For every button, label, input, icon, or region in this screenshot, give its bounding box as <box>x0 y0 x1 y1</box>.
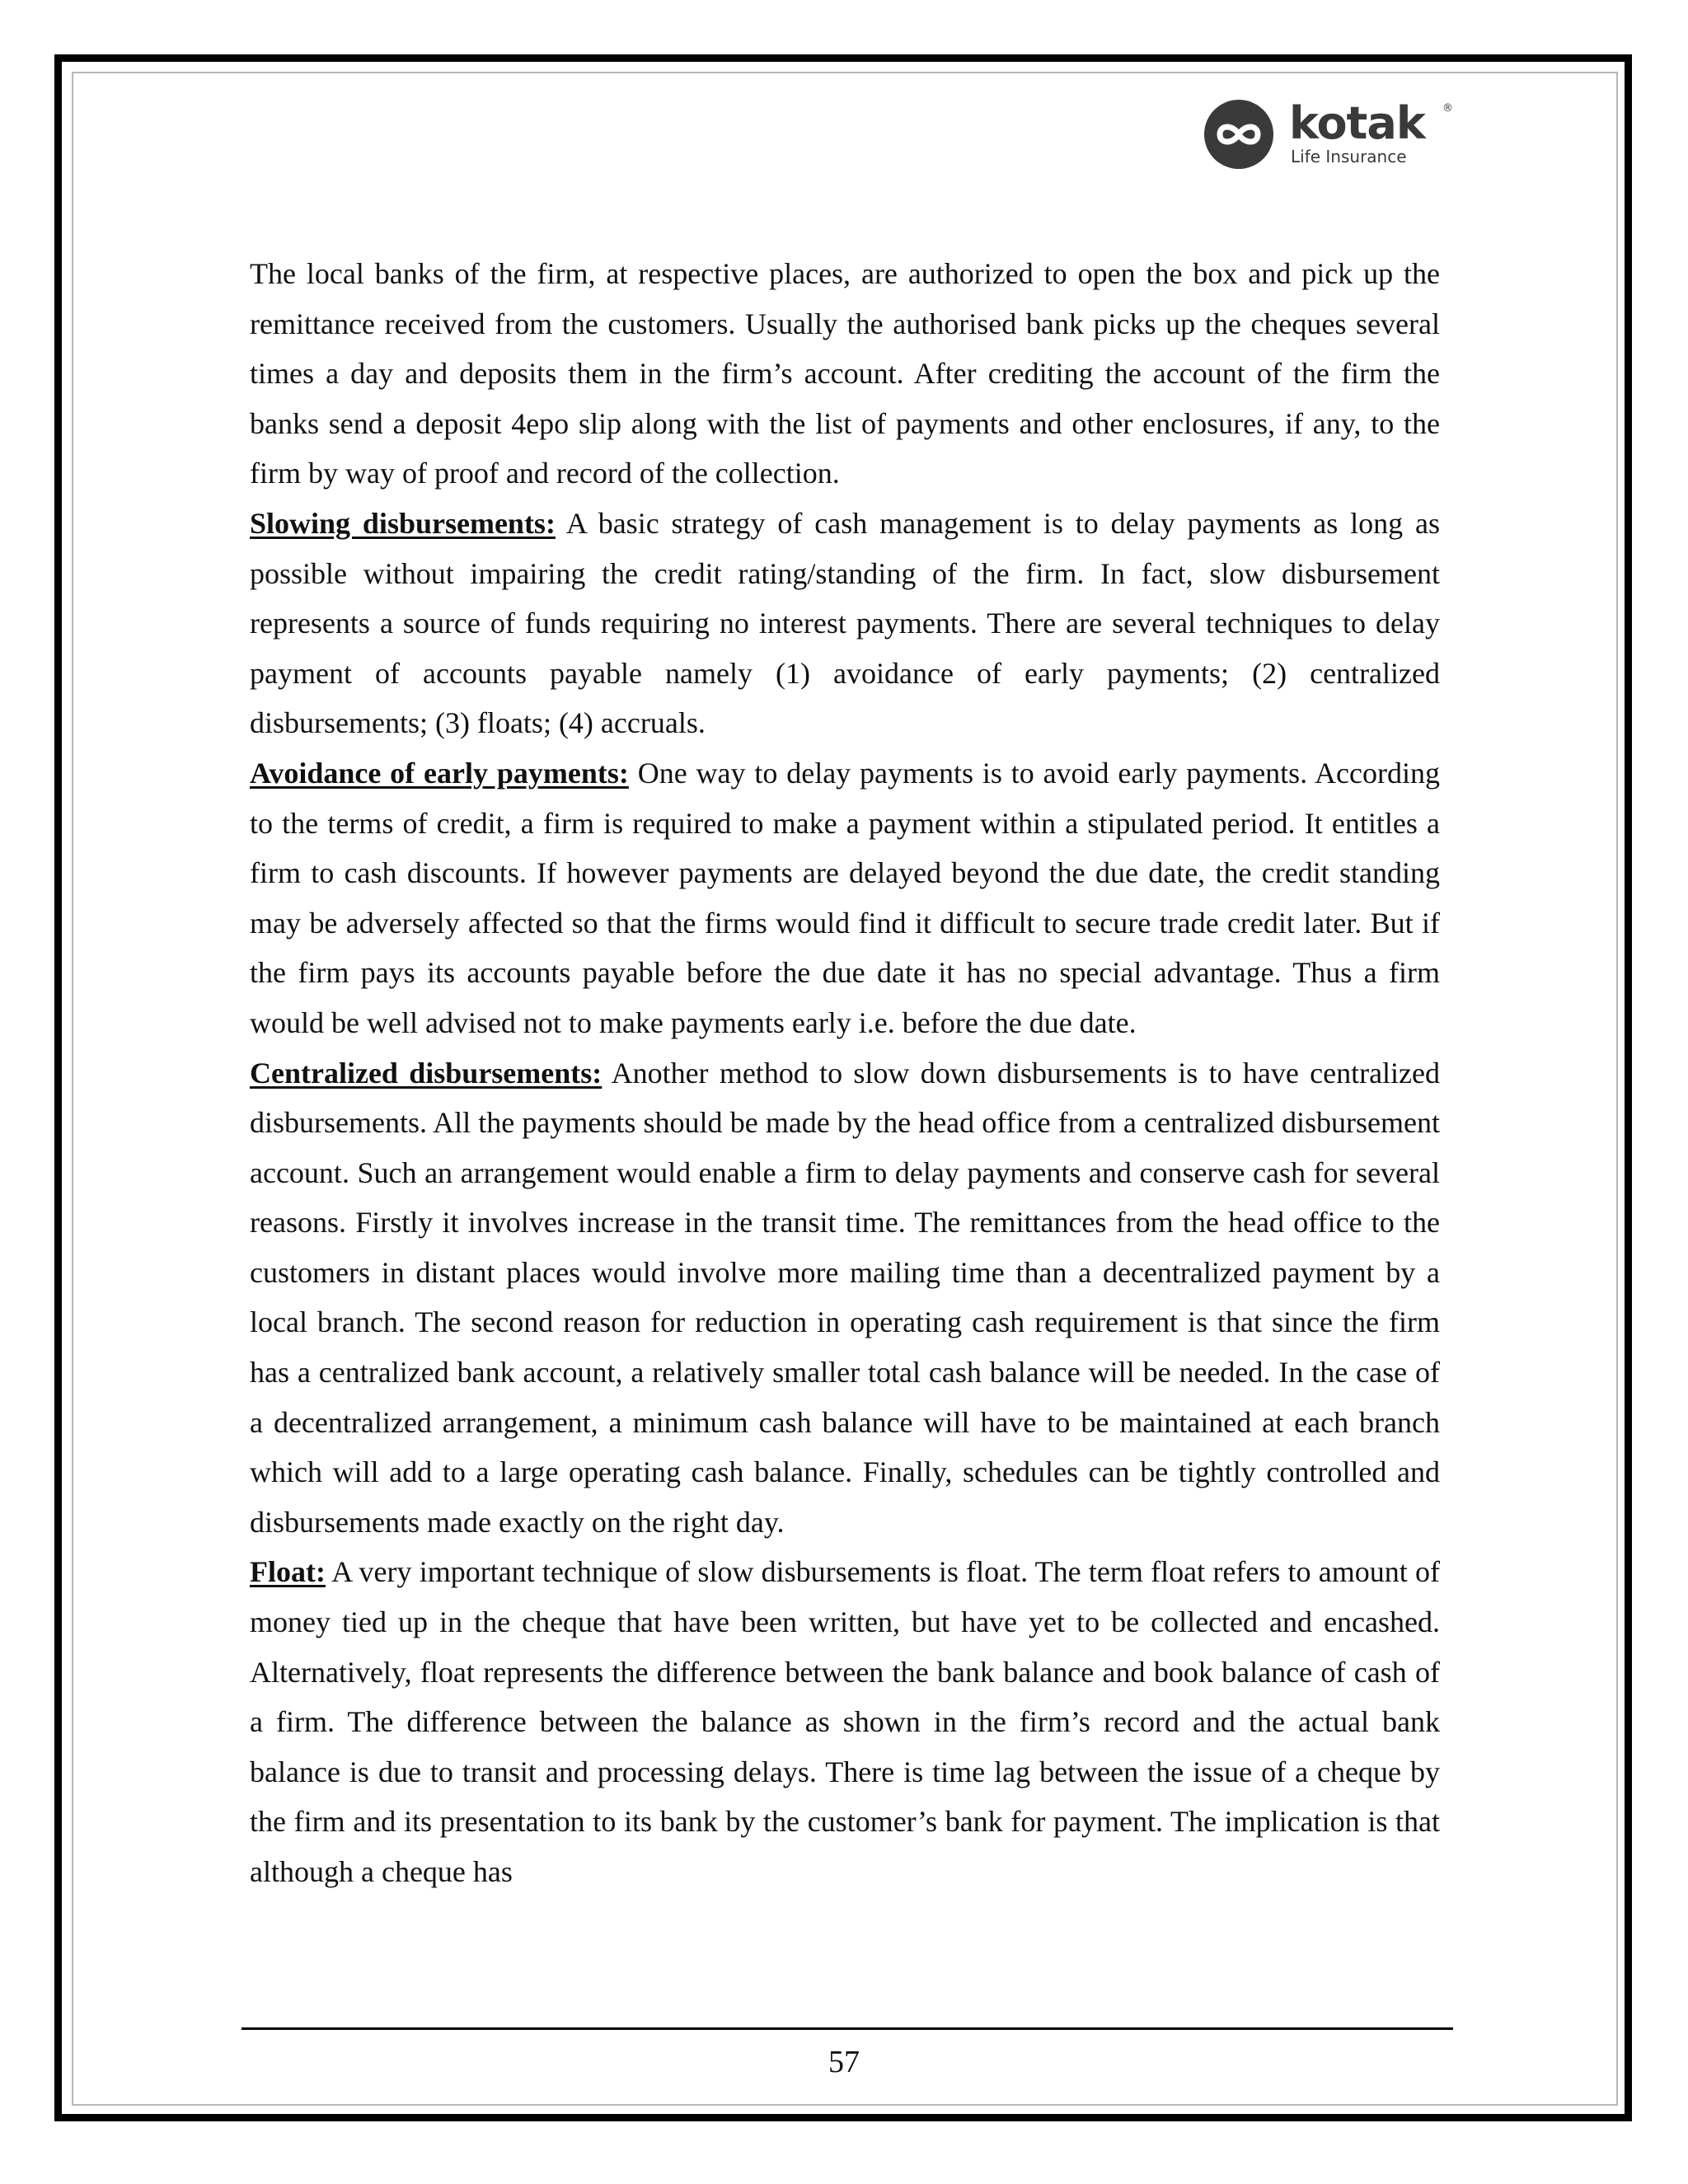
paragraph-lockbox-collection <box>250 249 1440 499</box>
registered-mark: ® <box>1442 102 1453 115</box>
paragraph-text: Another method to slow down disbursements is to have centralized disbursements. All the payments should be made by the head office from a centralized disbursement account. Such an arrangement would enable a firm to delay payments and conserve cash for several reasons. Firstly it involves increase in the transit time. The remittances from the head office to the customers in distant places would involve more mailing time than a decentralized payment by a local branch. The second reason for reduction in operating cash requirement is that since the firm has a centralized bank account, a relatively smaller total cash balance will be needed. In the case of a decentralized arrangement, a minimum cash balance will have to be maintained at each branch which will add to a large operating cash balance. Finally, schedules can be tightly controlled and disbursements made exactly on the right day. <box>250 1056 1441 1539</box>
paragraph-text: The local banks of the firm, at respective places, are authorized to open the box and pick up the remittance received from the customers. Usually the authorised bank picks up the cheques several times a day and deposits them in the firm’s account. After crediting the account of the firm the banks send a deposit 4epo slip along with the list of payments and other enclosures, if any, to the firm by way of proof and record of the collection. <box>250 257 1440 490</box>
paragraph-float <box>250 1547 1440 1896</box>
kotak-infinity-icon <box>1203 99 1274 170</box>
kotak-logo <box>1203 99 1451 170</box>
brand-name: kotak <box>1289 97 1425 149</box>
paragraph-avoidance-early-payments <box>250 748 1440 1048</box>
paragraph-slowing-disbursements <box>250 499 1440 748</box>
footer-divider <box>241 2027 1453 2030</box>
paragraph-text: A basic strategy of cash management is to delay payments as long as possible without impairing the credit rating/standing of the firm. In fact, slow disbursement represents a source of funds requiring no interest payments. There are several techniques to delay payment of accounts payable namely (1) avoidance of early payments; (2) centralized disbursements; (3) floats; (4) accruals. <box>250 506 1441 740</box>
paragraph-text: One way to delay payments is to avoid early payments. According to the terms of credit, a firm is required to make a payment within a stipulated period. It entitles a firm to cash discounts. If however payments are delayed beyond the due date, the credit standing may be adversely affected so that the firms would find it difficult to secure trade credit later. But if the firm pays its accounts payable before the due date it has no special advantage. Thus a firm would be well advised not to make payments early i.e. before the due date. <box>250 756 1440 1039</box>
page-body <box>250 249 1440 1897</box>
section-heading: Centralized disbursements: <box>250 1056 603 1090</box>
brand-tagline: Life Insurance <box>1291 147 1407 166</box>
section-heading: Avoidance of early payments: <box>250 756 629 790</box>
section-heading: Slowing disbursements: <box>250 506 556 540</box>
paragraph-text: A very important technique of slow disbursements is float. The term float refers to amount of money tied up in the cheque that have been written, but have yet to be collected and encashed. Alternatively, float represents the difference between the bank balance and book balance of cash of a firm. The difference between the balance as shown in the firm’s record and the actual bank balance is due to transit and processing delays. There is time lag between the issue of a cheque by the firm and its presentation to its bank by the customer’s bank for payment. The implication is that although a cheque has <box>250 1555 1440 1888</box>
page-number: 57 <box>828 2045 860 2079</box>
paragraph-centralized-disbursements <box>250 1048 1440 1548</box>
section-heading: Float: <box>250 1555 326 1589</box>
